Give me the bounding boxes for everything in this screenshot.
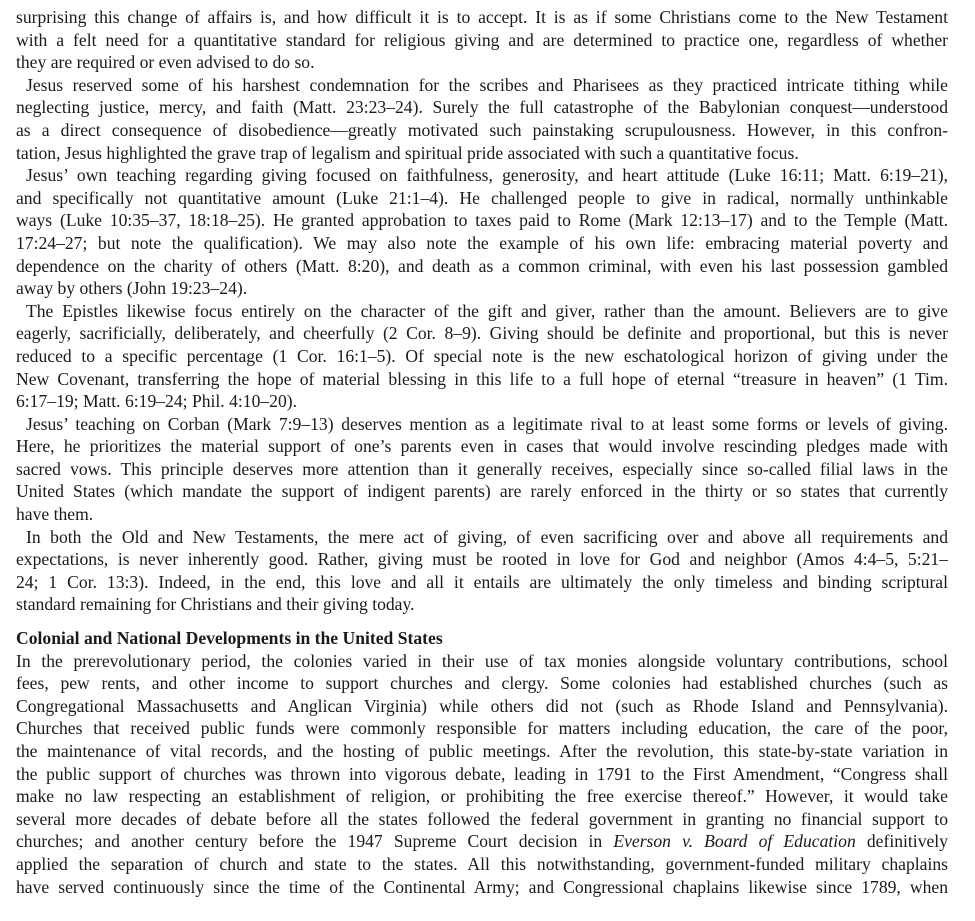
text-line: The Epistles likewise focus entirely on the character of the gift and giver, rather than the amount. Believers are to give — [26, 300, 948, 321]
text-line: reduced to a specific percentage (1 Cor. 16:1–5). Of special note is the new eschatological horizon of giving under the — [16, 345, 948, 366]
text-line: eagerly, sacrificially, deliberately, and cheerfully (2 Cor. 8–9). Giving should be definite and proportional, but this is never — [16, 323, 948, 344]
text-line: Jesus’ own teaching regarding giving focused on faithfulness, generosity, and heart attitude (Luke 16:11; Matt. 6:19–21), — [26, 165, 948, 186]
text-line: Here, he prioritizes the material support of one’s parents even in cases that would involve rescinding pledges made with — [16, 436, 948, 457]
text-line: dependence on the charity of others (Matt. 8:20), and death as a common criminal, with even his last possession gambled — [16, 255, 948, 276]
text-fragment: definitively — [855, 831, 948, 852]
text-line: make no law respecting an establishment of religion, or prohibiting the free exercise thereof.” However, it would take — [16, 786, 948, 807]
text-line: United States (which mandate the support of indigent parents) are rarely enforced in the thirty or so states that currently — [16, 481, 948, 502]
text-line: In the prerevolutionary period, the colonies varied in their use of tax monies alongside voluntary contributions, school — [16, 650, 948, 671]
text-line: sacred vows. This principle deserves more attention than it generally receives, especially since so-called filial laws in the — [16, 458, 948, 479]
text-line: Jesus reserved some of his harshest condemnation for the scribes and Pharisees as they practiced intricate tithing while — [26, 74, 948, 95]
text-line: Jesus’ teaching on Corban (Mark 7:9–13) deserves mention as a legitimate rival to at least some forms or levels of giving. — [26, 413, 948, 434]
text-line: away by others (John 19:23–24). — [16, 278, 248, 299]
text-line: the maintenance of vital records, and the hosting of public meetings. After the revolution, this state-by-state variation in — [16, 741, 948, 761]
text-line: as a direct consequence of disobedience—greatly motivated such painstaking scrupulousness. However, in this confron- — [16, 119, 948, 140]
text-line: several more decades of debate before all the states followed the federal government in granting no financial support to — [16, 808, 948, 829]
paragraph-corban — [16, 413, 948, 526]
text-line: New Covenant, transferring the hope of material blessing in this life to a full hope of eternal “treasure in heaven” (1 Tim. — [16, 368, 948, 389]
text-line: Churches that received public funds were commonly responsible for matters including education, the care of the poor, — [16, 718, 948, 739]
case-name: Everson v. Board of Education — [613, 831, 856, 852]
section-gap — [16, 616, 948, 627]
text-line: neglecting justice, mercy, and faith (Matt. 23:23–24). Surely the full catastrophe of the Babylonian conquest—understood — [16, 97, 948, 118]
text-line-with-case-name — [16, 830, 948, 853]
text-line: tation, Jesus highlighted the grave trap of legalism and spiritual pride associated with such a quantitative focus. — [16, 142, 799, 163]
text-line: fees, pew rents, and other income to support churches and clergy. Some colonies had established churches (such as — [16, 673, 948, 694]
text-line: In both the Old and New Testaments, the mere act of giving, of even sacrificing over and above all requirements and — [26, 526, 948, 547]
paragraph-jesus-teaching — [16, 164, 948, 300]
text-line: 6:17–19; Matt. 6:19–24; Phil. 4:10–20). — [16, 391, 298, 412]
text-line: ways (Luke 10:35–37, 18:18–25). He granted approbation to taxes paid to Rome (Mark 12:13–17) and to the Temple (Matt. — [16, 210, 948, 231]
paragraph-pharisees — [16, 74, 948, 164]
text-line: have served continuously since the time of the Continental Army; and Congressional chaplains likewise since 1789, when — [16, 876, 948, 897]
paragraph-epistles — [16, 300, 948, 413]
text-fragment: churches; and another century before the 1947 Supreme Court decision in — [16, 831, 614, 852]
document-page — [16, 6, 948, 898]
section-heading: Colonial and National Developments in the United States — [16, 628, 443, 649]
section-colonial-developments — [16, 627, 948, 898]
text-line: have them. — [16, 504, 94, 525]
text-line: 24; 1 Cor. 13:3). Indeed, in the end, this love and all it entails are ultimately the only timeless and binding scriptural — [16, 571, 948, 592]
text-line: the public support of churches was thrown into vigorous debate, leading in 1791 to the First Amendment, “Congress shall — [16, 763, 948, 784]
paragraph-old-and-new-testaments — [16, 526, 948, 616]
text-line: 17:24–27; but note the qualification). We may also note the example of his own life: embracing material poverty and — [16, 232, 948, 253]
text-line: with a felt need for a quantitative standard for religious giving and are determined to practice one, regardless of whether — [16, 29, 948, 50]
paragraph-surprising-change — [16, 6, 948, 74]
text-line: they are required or even advised to do so. — [16, 52, 315, 73]
text-line: applied the separation of church and state to the states. All this notwithstanding, government-funded military chaplains — [16, 853, 948, 874]
text-line: expectations, is never inherently good. Rather, giving must be rooted in love for God and neighbor (Amos 4:4–5, 5:21– — [16, 549, 948, 570]
text-line: and specifically not quantitative amount (Luke 21:1–4). He challenged people to give in radical, normally unthinkable — [16, 187, 948, 208]
text-line: Congregational Massachusetts and Anglican Virginia) while others did not (such as Rhode Island and Pennsylvania). — [16, 695, 948, 716]
text-line: standard remaining for Christians and their giving today. — [16, 594, 415, 615]
text-line: surprising this change of affairs is, and how difficult it is to accept. It is as if some Christians come to the New Testament — [16, 7, 948, 27]
